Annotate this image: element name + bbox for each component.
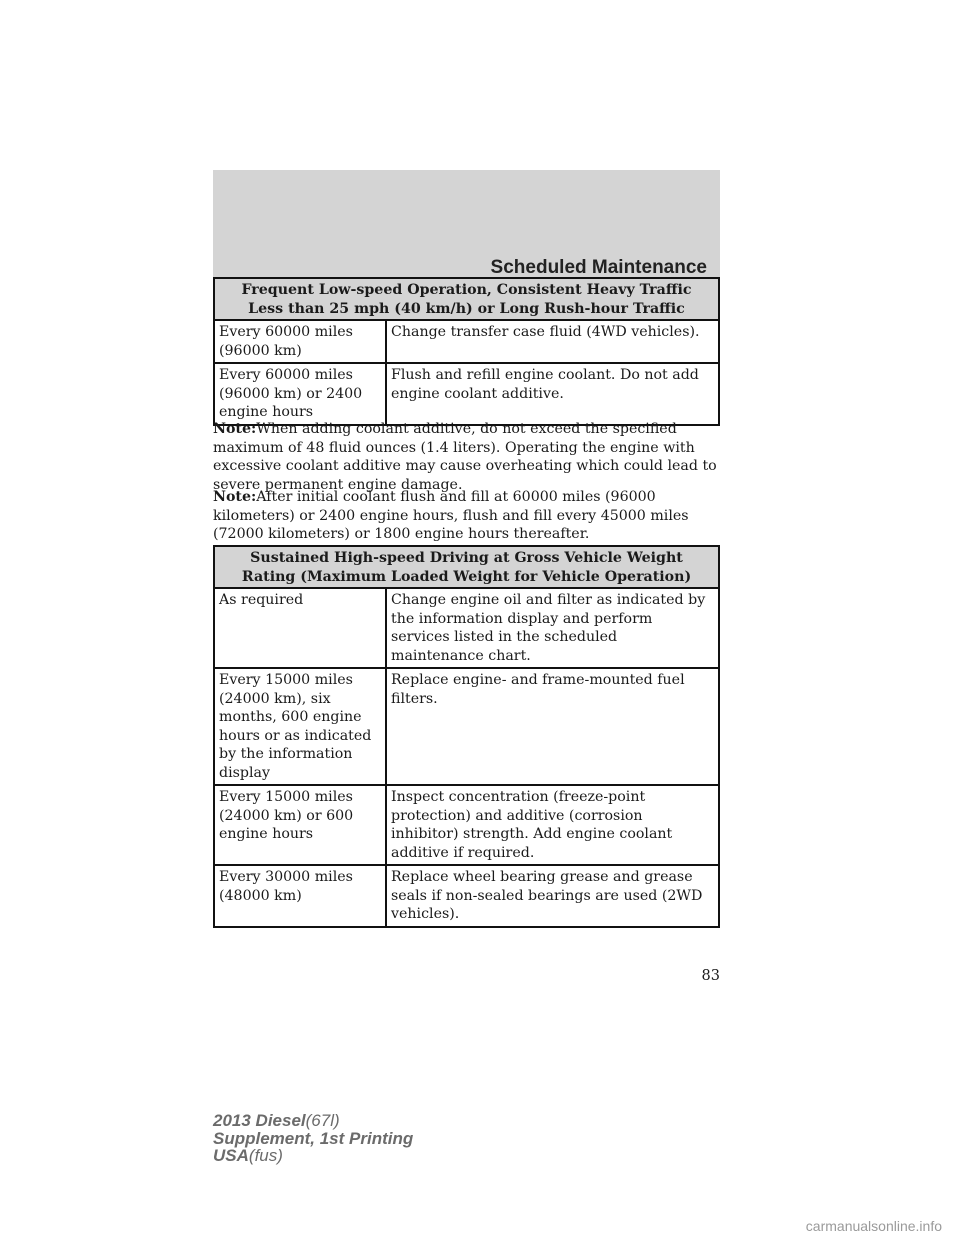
footer-market: USA [213, 1146, 249, 1165]
table-heading: Frequent Low-speed Operation, Consistent Heavy Traffic Less than 25 mph (40 km/h) or Long Rush-hour Traffic [214, 278, 719, 320]
action-cell: Flush and refill engine coolant. Do not add engine coolant additive. [386, 363, 719, 425]
footer-model: 2013 Diesel [213, 1111, 306, 1130]
footer-printing: Supplement, 1st Printing [213, 1128, 414, 1148]
note-text: After initial coolant flush and fill at 60000 miles (96000 kilometers) or 2400 engine hours, flush and fill every 45000 miles (72000 kilometers) or 1800 engine hours thereafter. [213, 489, 689, 542]
note-coolant-additive [213, 420, 733, 494]
action-cell: Change transfer case fluid (4WD vehicles). [386, 320, 719, 363]
note-coolant-flush [213, 488, 733, 544]
table-heading-row [214, 546, 719, 588]
interval-cell: As required [214, 588, 386, 668]
maintenance-table-low-speed [213, 277, 720, 426]
action-cell: Inspect concentration (freeze-point protection) and additive (corrosion inhibitor) strength. Add engine coolant additive if required. [386, 785, 719, 865]
footer-edition [213, 1112, 413, 1165]
page-number: 83 [701, 968, 720, 984]
interval-cell: Every 15000 miles (24000 km) or 600 engine hours [214, 785, 386, 865]
interval-cell: Every 60000 miles (96000 km) [214, 320, 386, 363]
table-row [214, 320, 719, 363]
section-title: Scheduled Maintenance [490, 257, 707, 278]
action-cell: Change engine oil and filter as indicated by the information display and perform services listed in the scheduled maintenance chart. [386, 588, 719, 668]
table-row [214, 865, 719, 927]
note-label: Note: [213, 421, 257, 437]
interval-cell: Every 30000 miles (48000 km) [214, 865, 386, 927]
footer-line-3 [213, 1147, 413, 1165]
table-row [214, 668, 719, 785]
footer-code: (67l) [305, 1111, 340, 1130]
table-heading-row [214, 278, 719, 320]
note-label: Note: [213, 489, 257, 505]
footer-line-2 [213, 1130, 413, 1148]
action-cell: Replace wheel bearing grease and grease seals if non-sealed bearings are used (2WD vehicles). [386, 865, 719, 927]
maintenance-table-high-speed [213, 545, 720, 928]
footer-line-1 [213, 1112, 413, 1130]
interval-cell: Every 15000 miles (24000 km), six months, 600 engine hours or as indicated by the information display [214, 668, 386, 785]
footer-market-code: (fus) [248, 1146, 283, 1165]
table-row [214, 785, 719, 865]
note-text: When adding coolant additive, do not exceed the specified maximum of 48 fluid ounces (1.4 liters). Operating the engine with excessive coolant additive may cause overheating which could lead to severe permanent engine damage. [213, 421, 717, 493]
action-cell: Replace engine- and frame-mounted fuel filters. [386, 668, 719, 785]
watermark: carmanualsonline.info [805, 1218, 942, 1234]
table-row [214, 588, 719, 668]
table-heading: Sustained High-speed Driving at Gross Vehicle Weight Rating (Maximum Loaded Weight for Vehicle Operation) [214, 546, 719, 588]
table-row [214, 363, 719, 425]
interval-cell: Every 60000 miles (96000 km) or 2400 engine hours [214, 363, 386, 425]
